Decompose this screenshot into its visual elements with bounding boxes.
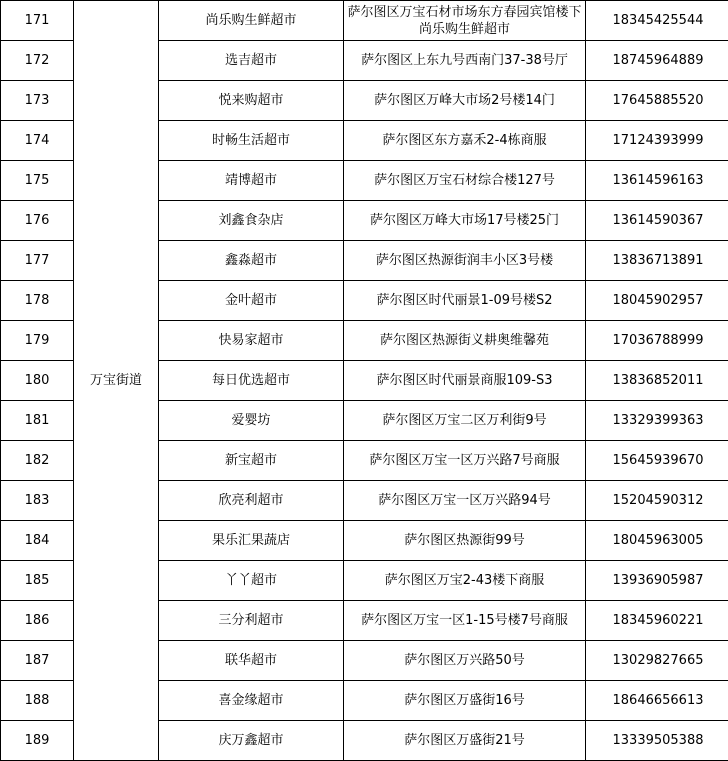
shop-phone: 15204590312 — [586, 481, 728, 521]
table-body — [1, 1, 728, 761]
row-number: 172 — [1, 41, 74, 81]
row-number: 180 — [1, 361, 74, 401]
shop-address: 萨尔图区万宝一区万兴路94号 — [344, 481, 586, 521]
row-number: 182 — [1, 441, 74, 481]
shop-name: 喜金缘超市 — [159, 681, 344, 721]
row-number: 188 — [1, 681, 74, 721]
shop-name: 每日优选超市 — [159, 361, 344, 401]
shop-address: 萨尔图区万宝一区1-15号楼7号商服 — [344, 601, 586, 641]
shop-phone: 18045902957 — [586, 281, 728, 321]
shop-address: 萨尔图区热源街义耕奥维馨苑 — [344, 321, 586, 361]
shop-name: 联华超市 — [159, 641, 344, 681]
shop-name: 快易家超市 — [159, 321, 344, 361]
row-number: 189 — [1, 721, 74, 761]
table-row — [1, 1, 728, 41]
shop-phone: 17645885520 — [586, 81, 728, 121]
shop-name: 靖博超市 — [159, 161, 344, 201]
row-number: 171 — [1, 1, 74, 41]
shop-phone: 13614596163 — [586, 161, 728, 201]
shop-address: 萨尔图区上东九号西南门37-38号厅 — [344, 41, 586, 81]
row-number: 183 — [1, 481, 74, 521]
shop-address: 萨尔图区万峰大市场17号楼25门 — [344, 201, 586, 241]
row-number: 175 — [1, 161, 74, 201]
shop-name: 果乐汇果蔬店 — [159, 521, 344, 561]
row-number: 181 — [1, 401, 74, 441]
shop-address: 萨尔图区万宝石材市场东方春园宾馆楼下尚乐购生鲜超市 — [344, 1, 586, 41]
shop-name: 丫丫超市 — [159, 561, 344, 601]
shop-name: 尚乐购生鲜超市 — [159, 1, 344, 41]
shop-phone: 13329399363 — [586, 401, 728, 441]
row-number: 187 — [1, 641, 74, 681]
shop-address: 萨尔图区热源街99号 — [344, 521, 586, 561]
shop-name: 鑫淼超市 — [159, 241, 344, 281]
row-number: 179 — [1, 321, 74, 361]
shop-name: 三分利超市 — [159, 601, 344, 641]
shop-name: 欣亮利超市 — [159, 481, 344, 521]
shop-address: 萨尔图区时代丽景商服109-S3 — [344, 361, 586, 401]
shop-phone: 13836852011 — [586, 361, 728, 401]
shop-phone: 18345960221 — [586, 601, 728, 641]
shop-phone: 18345425544 — [586, 1, 728, 41]
row-number: 184 — [1, 521, 74, 561]
shop-address: 萨尔图区万宝石材综合楼127号 — [344, 161, 586, 201]
shop-name: 庆万鑫超市 — [159, 721, 344, 761]
shop-address: 萨尔图区热源街润丰小区3号楼 — [344, 241, 586, 281]
shop-address: 萨尔图区万宝一区万兴路7号商服 — [344, 441, 586, 481]
shop-name: 金叶超市 — [159, 281, 344, 321]
shop-phone: 17124393999 — [586, 121, 728, 161]
shop-address: 萨尔图区万盛街16号 — [344, 681, 586, 721]
shop-name: 选吉超市 — [159, 41, 344, 81]
row-number: 174 — [1, 121, 74, 161]
row-number: 186 — [1, 601, 74, 641]
shop-phone: 15645939670 — [586, 441, 728, 481]
shop-name: 时畅生活超市 — [159, 121, 344, 161]
shop-phone: 13614590367 — [586, 201, 728, 241]
row-number: 178 — [1, 281, 74, 321]
shop-phone: 13339505388 — [586, 721, 728, 761]
row-number: 177 — [1, 241, 74, 281]
shop-phone: 18646656613 — [586, 681, 728, 721]
row-number: 176 — [1, 201, 74, 241]
shop-phone: 18045963005 — [586, 521, 728, 561]
shop-address: 萨尔图区时代丽景1-09号楼S2 — [344, 281, 586, 321]
row-number: 185 — [1, 561, 74, 601]
shop-address: 萨尔图区万盛街21号 — [344, 721, 586, 761]
shop-address: 萨尔图区万宝2-43楼下商服 — [344, 561, 586, 601]
shop-address: 萨尔图区万兴路50号 — [344, 641, 586, 681]
shop-name: 悦来购超市 — [159, 81, 344, 121]
shop-address: 萨尔图区万峰大市场2号楼14门 — [344, 81, 586, 121]
shop-phone: 18745964889 — [586, 41, 728, 81]
shop-address: 萨尔图区万宝二区万利街9号 — [344, 401, 586, 441]
row-number: 173 — [1, 81, 74, 121]
shop-name: 爱婴坊 — [159, 401, 344, 441]
shop-phone: 13936905987 — [586, 561, 728, 601]
street-name: 万宝街道 — [74, 1, 159, 761]
shop-phone: 13029827665 — [586, 641, 728, 681]
shop-phone: 13836713891 — [586, 241, 728, 281]
shop-phone: 17036788999 — [586, 321, 728, 361]
shop-name: 新宝超市 — [159, 441, 344, 481]
shop-name: 刘鑫食杂店 — [159, 201, 344, 241]
shop-address: 萨尔图区东方嘉禾2-4栋商服 — [344, 121, 586, 161]
